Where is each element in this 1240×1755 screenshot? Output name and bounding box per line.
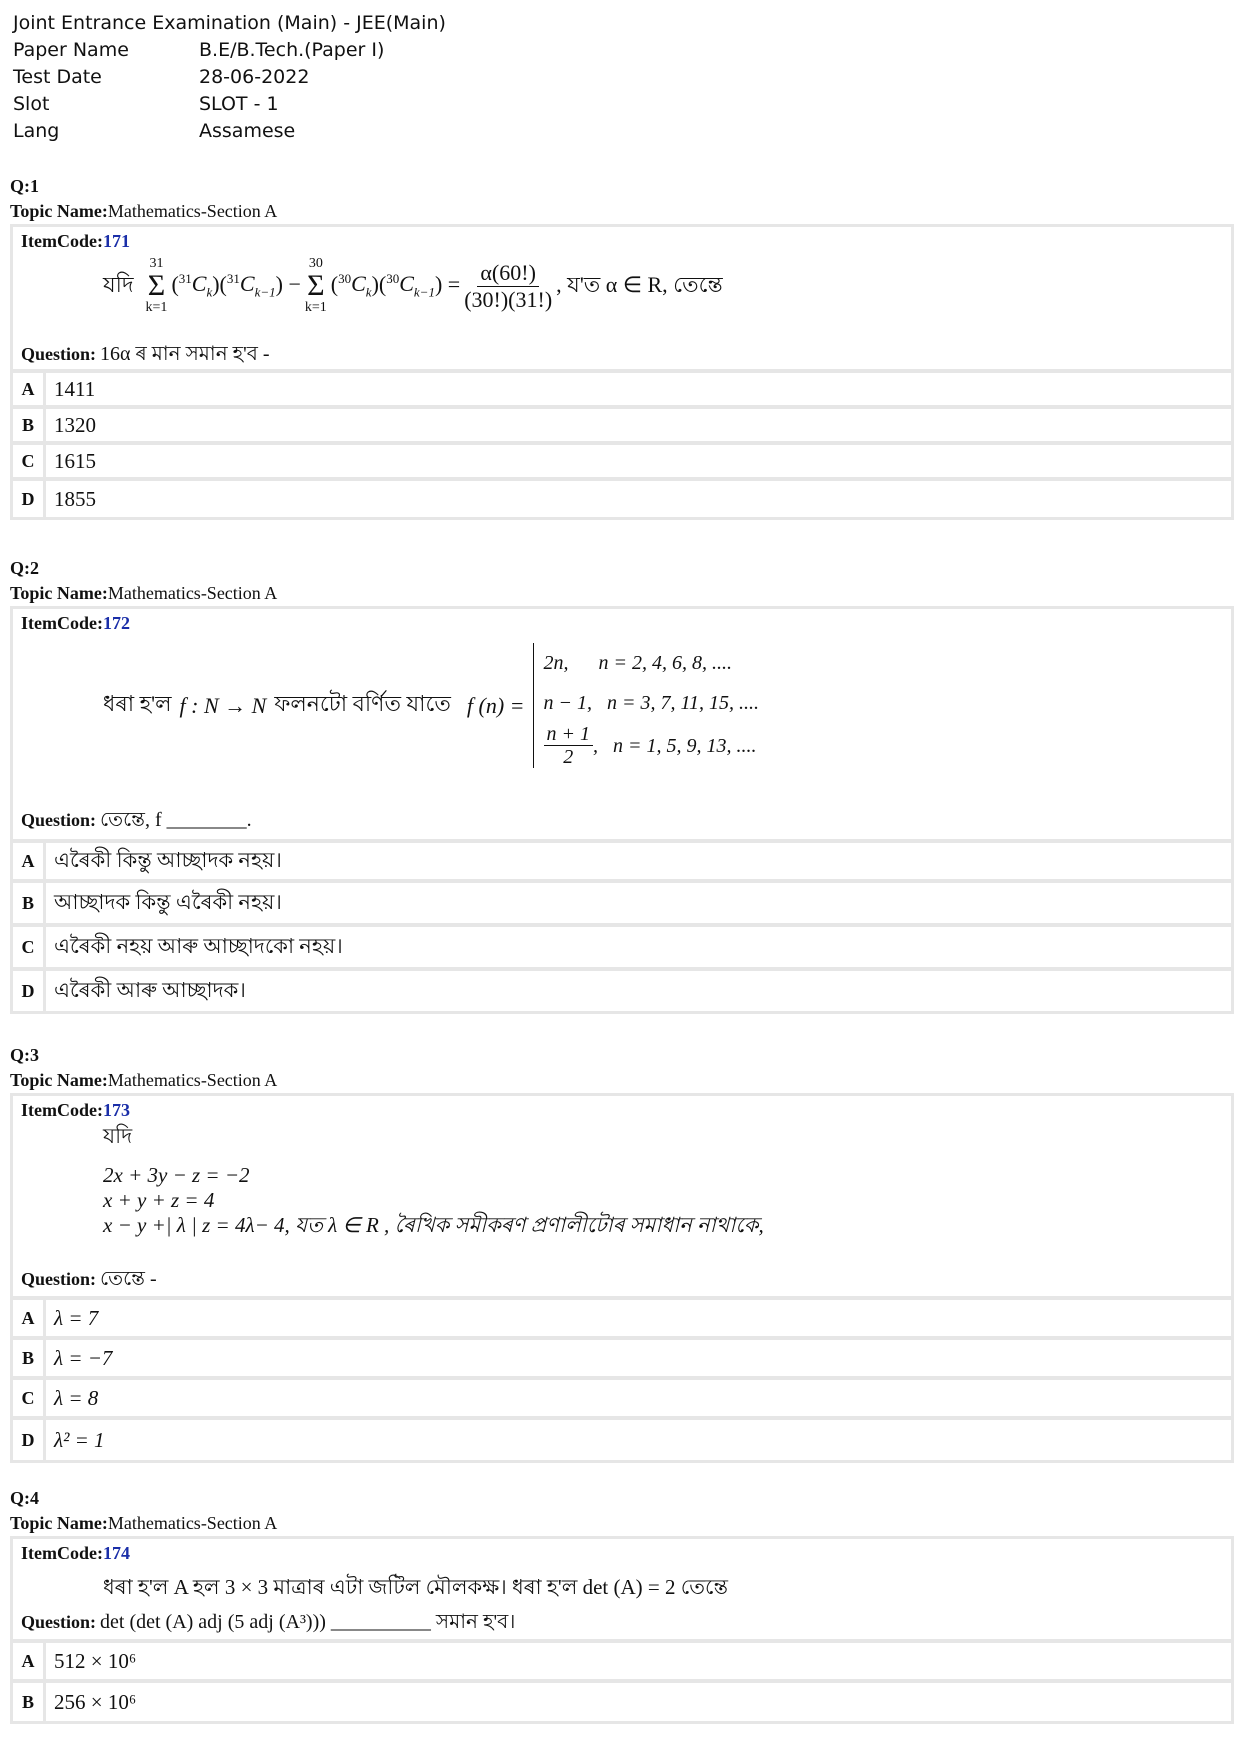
option-row[interactable]: C এৰৈকী নহয় আৰু আচ্ছাদকো নহয়। [13, 927, 1231, 971]
item-code: 174 [102, 1543, 130, 1563]
header-row: Lang Assamese [13, 120, 296, 142]
equation: x − y +| λ | z = 4λ− 4, যত λ ∈ R , ৰৈখিক সমীকৰণ প্ৰণালীটোৰ সমাধান নাথাকে, [103, 1213, 764, 1237]
question-box [10, 1093, 1234, 1463]
question-stem: যদি 31 Σ k=1 $(^{31}C_k)(^{31}C_{k-1})$ − 30 Σ k=1 $(^{30}C_k)(^{30}C_{k-1})$ = $\frac{\alpha(60!)}{(30!)(31!)}$ , য'ত α ∈ R, তেন্তে [103, 256, 723, 315]
option-row[interactable]: B আচ্ছাদক কিন্তু এৰৈকী নহয়। [13, 883, 1231, 927]
item-code: 171 [102, 231, 130, 251]
item-code: 173 [102, 1100, 130, 1120]
option-row[interactable]: B λ = −7 [13, 1340, 1231, 1380]
question-stem-cell: ItemCode:173 যদি 2x + 3y − z = −2 x + y + z = 4 x − y +| λ | z = 4λ− 4, যত λ ∈ R , ৰৈখিক সমীকৰণ প্ৰণালীটোৰ সমাধান নাথাকে, Question: তেন্তে - [13, 1096, 1231, 1300]
option-row[interactable]: B 256 × 10⁶ [13, 1683, 1231, 1721]
topic-name: Mathematics-Section A [107, 1513, 278, 1533]
topic-name: Mathematics-Section A [107, 201, 278, 221]
option-row[interactable]: A 512 × 10⁶ [13, 1643, 1231, 1683]
question-box [10, 606, 1234, 1014]
option-row[interactable]: C λ = 8 [13, 1380, 1231, 1420]
exam-title: Joint Entrance Examination (Main) - JEE(Main) [13, 12, 446, 34]
question-block-4: Q:4 Topic Name:Mathematics-Section A ItemCode:174 ধৰা হ'ল A হল 3 × 3 মাত্ৰাৰ এটা জটিল মৌলকক্ষ। ধৰা হ'ল det (A) = 2 তেন্তে Question: det (det (A) adj (5 adj (A³))) __________ সমান হ'ব। A 512 × 10⁶ B 256 × 10⁶ [10, 1486, 1234, 1724]
equation: 2x + 3y − z = −2 [103, 1163, 250, 1187]
item-code: 172 [102, 613, 130, 633]
option-row[interactable]: C 1615 [13, 445, 1231, 481]
question-box [10, 224, 1234, 520]
option-row[interactable]: A 1411 [13, 373, 1231, 409]
option-row[interactable]: D λ² = 1 [13, 1420, 1231, 1460]
option-row[interactable]: B 1320 [13, 409, 1231, 445]
option-row[interactable]: A λ = 7 [13, 1300, 1231, 1340]
header-row: Slot SLOT - 1 [13, 93, 279, 115]
header-row: Test Date 28-06-2022 [13, 66, 310, 88]
equation: x + y + z = 4 [103, 1188, 215, 1212]
question-number: Q:1 [10, 176, 39, 196]
piecewise-function: f (n) = 2n, n = 2, 4, 6, 8, .... n − 1, n = 3, 7, 11, 15, .... $\frac{n + 1}{2}$ , n = 1, 5, 9, 13, .... [467, 643, 759, 768]
topic-name: Mathematics-Section A [107, 583, 278, 603]
question-text: det (det (A) adj (5 adj (A³))) __________ সমান হ'ব। [100, 1611, 516, 1633]
question-stem: ধৰা হ'ল f : N → N ফলনটো বৰ্ণিত যাতে f (n) = 2n, n = 2, 4, 6, 8, .... n − 1, n = 3, 7, 11, 15, .... $\frac{n + 1}{2}$ , n = 1, 5, 9, 13, .... [103, 643, 759, 768]
question-text: তেন্তে, f ________. [100, 809, 252, 831]
question-number: Q:3 [10, 1045, 39, 1065]
question-text: 16α ৰ মান সমান হ'ব - [100, 343, 270, 365]
topic-name: Mathematics-Section A [107, 1070, 278, 1090]
question-number: Q:2 [10, 558, 39, 578]
exam-header [13, 10, 446, 145]
question-stem-cell: ItemCode:174 ধৰা হ'ল A হল 3 × 3 মাত্ৰাৰ এটা জটিল মৌলকক্ষ। ধৰা হ'ল det (A) = 2 তেন্তে Question: det (det (A) adj (5 adj (A³))) __________ সমান হ'ব। [13, 1539, 1231, 1643]
question-stem: যদি 2x + 3y − z = −2 x + y + z = 4 x − y +| λ | z = 4λ− 4, যত λ ∈ R , ৰৈখিক সমীকৰণ প্ৰণালীটোৰ সমাধান নাথাকে, [103, 1124, 764, 1237]
question-number: Q:4 [10, 1488, 39, 1508]
option-row[interactable]: A এৰৈকী কিন্তু আচ্ছাদক নহয়। [13, 843, 1231, 883]
question-stem: ধৰা হ'ল A হল 3 × 3 মাত্ৰাৰ এটা জটিল মৌলকক্ষ। ধৰা হ'ল det (A) = 2 তেন্তে [103, 1575, 728, 1599]
question-stem-cell: ItemCode:172 ধৰা হ'ল f : N → N ফলনটো বৰ্ণিত যাতে f (n) = 2n, n = 2, 4, 6, 8, .... n − 1, n = 3, 7, 11, 15, .... $\frac{n + 1}{2}$ , n = 1, 5, 9, 13, .... Question: তেন্তে, f ________. [13, 609, 1231, 843]
question-block-1: Q:1 Topic Name:Mathematics-Section A ItemCode:171 যদি 31 Σ k=1 $(^{31}C_k)(^{31}C_{k-1})$ − 30 Σ k=1 $(^{30}C_k)(^{30}C_{k-1})$ = $\frac{\alpha(60!)}{(30!)(31!)}$ , য'ত α ∈ R, তেন্তে Question: 16α ৰ মান সমান হ'ব - A 1411 B 1320 C 1615 D 1855 [10, 174, 1234, 520]
question-text: তেন্তে - [100, 1268, 157, 1290]
option-row[interactable]: D এৰৈকী আৰু আচ্ছাদক। [13, 971, 1231, 1011]
question-box [10, 1536, 1234, 1724]
option-row[interactable]: D 1855 [13, 481, 1231, 517]
stem-formula: 31 Σ k=1 $(^{31}C_k)(^{31}C_{k-1})$ − 30 Σ k=1 $(^{30}C_k)(^{30}C_{k-1})$ = $\frac{\alpha(60!)}{(30!)(31!)}$ [145, 256, 553, 315]
header-row: Paper Name B.E/B.Tech.(Paper I) [13, 39, 385, 61]
question-block-3: Q:3 Topic Name:Mathematics-Section A ItemCode:173 যদি 2x + 3y − z = −2 x + y + z = 4 x − y +| λ | z = 4λ− 4, যত λ ∈ R , ৰৈখিক সমীকৰণ প্ৰণালীটোৰ সমাধান নাথাকে, Question: তেন্তে - A λ = 7 B λ = −7 C λ = 8 D λ² = 1 [10, 1043, 1234, 1463]
question-stem-cell: ItemCode:171 যদি 31 Σ k=1 $(^{31}C_k)(^{31}C_{k-1})$ − 30 Σ k=1 $(^{30}C_k)(^{30}C_{k-1})$ = $\frac{\alpha(60!)}{(30!)(31!)}$ , য'ত α ∈ R, তেন্তে Question: 16α ৰ মান সমান হ'ব - [13, 227, 1231, 373]
question-block-2: Q:2 Topic Name:Mathematics-Section A ItemCode:172 ধৰা হ'ল f : N → N ফলনটো বৰ্ণিত যাতে f (n) = 2n, n = 2, 4, 6, 8, .... n − 1, n = 3, 7, 11, 15, .... $\frac{n + 1}{2}$ , n = 1, 5, 9, 13, .... Question: তেন্তে, f ________. A এৰৈকী কিন্তু আচ্ছাদক নহয়। B আচ্ছাদক কিন্তু এৰৈকী নহয়। C এৰৈকী নহয় আৰু আচ্ছাদকো নহয়। D এৰৈকী আৰু আচ্ছাদক। [10, 556, 1234, 1014]
